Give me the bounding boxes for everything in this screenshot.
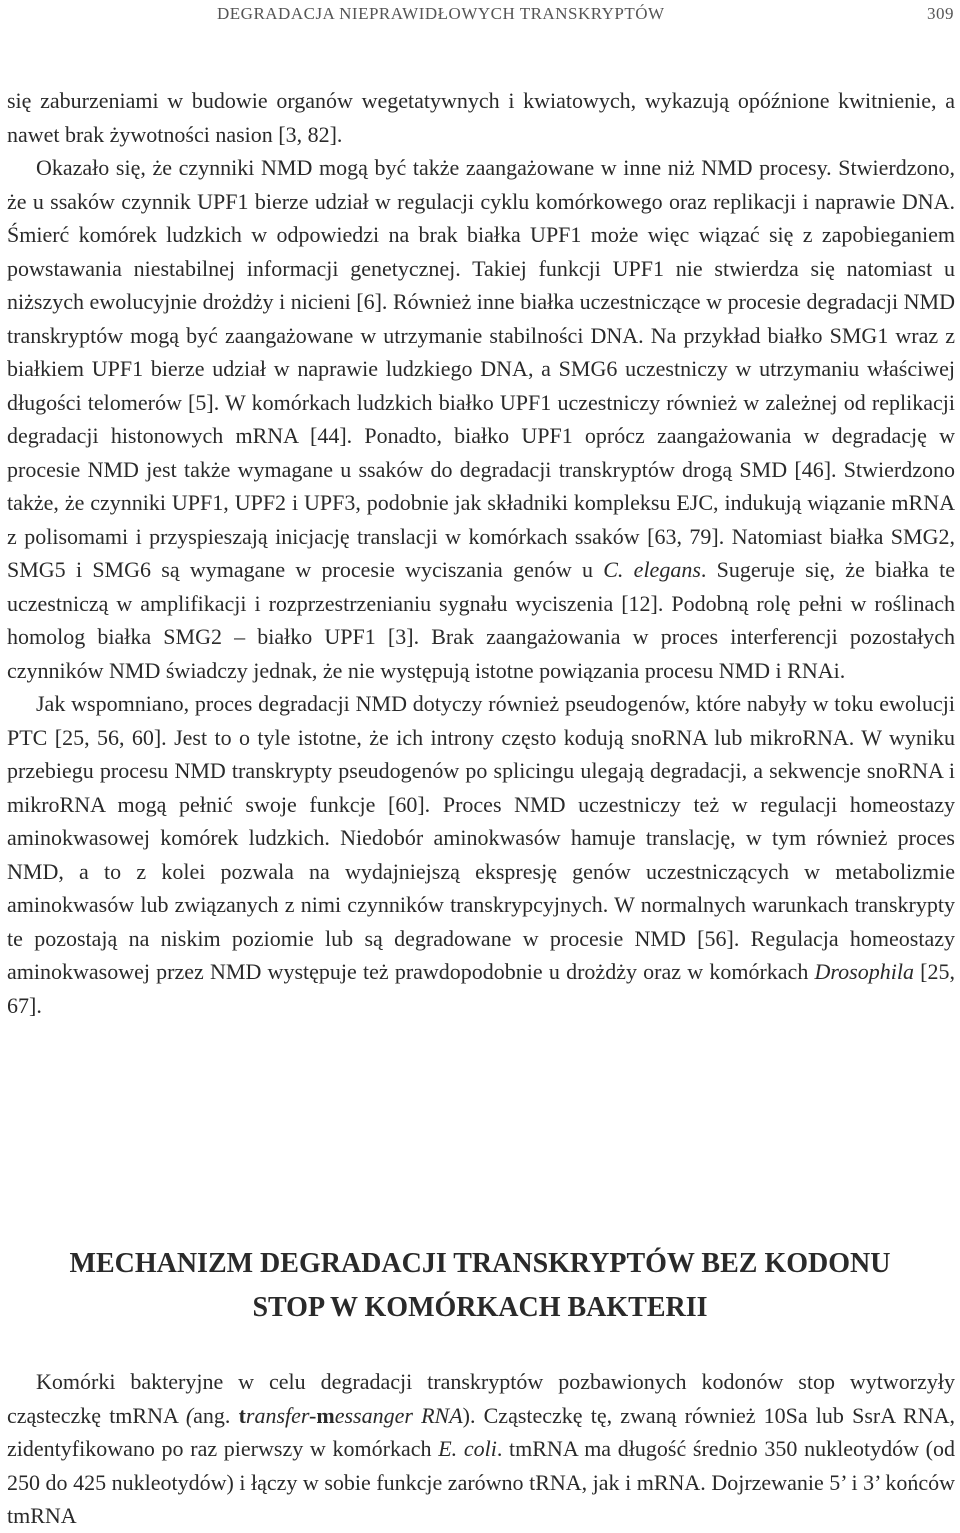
running-title: DEGRADACJA NIEPRAWIDŁOWYCH TRANSKRYPTÓW — [217, 4, 665, 23]
paragraph-text: . tmRNA ma długość średnio 350 nukleotydów (od 250 do 425 nukleotydów) i łączy w sobie funkcje zarówno tRNA, jak i mRNA. Dojrzewanie 5’ i 3’ końców tmRNA — [7, 1436, 955, 1528]
acronym-letter: t — [238, 1402, 246, 1428]
paragraph-text: Okazało się, że czynniki NMD mogą być także zaangażowane w inne niż NMD procesy. Stwierdzono, że u ssaków czynnik UPF1 bierze udział w regulacji cyklu komórkowego oraz replikacji i naprawie DNA. Śmierć komórek ludzkich w odpowiedzi na brak białka UPF1 może więc wiązać się z zapobieganiem powstawania niestabilnej informacji genetycznej. Takiej funkcji UPF1 nie stwierdza się natomiast u niższych ewolucyjnie drożdży i nicieni [6]. Również inne białka uczestniczące w procesie degradacji NMD transkryptów mogą być zaangażowane w utrzymanie stabilności DNA. Na przykład białko SMG1 wraz z białkiem UPF1 bierze udział w naprawie ludzkiego DNA, a SMG6 uczestniczy w utrzymaniu właściwej długości telomerów [5]. W komórkach ludzkich białko UPF1 uczestniczy również w zależnej od replikacji degradacji histonowych mRNA [44]. Ponadto, białko UPF1 oprócz zaangażowania w degradację w procesie NMD jest także wymagane u ssaków do degradacji transkryptów drogą SMD [46]. Stwierdzono także, że czynniki UPF1, UPF2 i UPF3, podobnie jak składniki kompleksu EJC, indukują wiązanie mRNA z polisomami i przyspieszają inicjację translacji w komórkach ssaków [63, 79]. Natomiast białka SMG2, SMG5 i SMG6 są wymagane w procesie wyciszania genów u — [7, 155, 955, 582]
term-italic: ransfer- — [245, 1402, 317, 1428]
species-name: C. elegans — [603, 557, 701, 582]
species-name: Drosophila — [814, 959, 914, 984]
section-heading-line-1: MECHANIZM DEGRADACJI TRANSKRYPTÓW BEZ KODONU — [69, 1248, 891, 1279]
paragraph-text: . Sugeruje się, że białka te uczestniczą w amplifikacji i rozprzestrzenianiu sygnału wyciszenia [12]. Podobną rolę pełni w roślinach homolog białka SMG2 – białko UPF1 [3]. Brak zaangażowania w proces interferencji pozostałych czynników NMD świadczy jednak, że nie występują istotne powiązania procesu NMD i RNAi. — [7, 557, 955, 683]
paragraph-text: [25, 67]. — [7, 959, 955, 1018]
body-text-block-1 — [7, 84, 955, 1022]
term-italic: essanger RNA — [334, 1402, 463, 1428]
acronym-letter: m — [316, 1402, 335, 1428]
paragraph-text: ). Cząsteczkę tę, zwaną również 10Sa lub SsrA RNA, zidentyfikowano po raz pierwszy w komórkach — [7, 1402, 955, 1461]
page-number: 309 — [927, 4, 954, 23]
paragraph-text: Komórki bakteryjne w celu degradacji transkryptów pozbawionych kodonów stop wytworzyły cząsteczkę tmRNA — [7, 1369, 955, 1428]
abbr-ang: ang. — [193, 1402, 239, 1428]
section-heading-line-2: STOP W KOMÓRKACH BAKTERII — [252, 1292, 708, 1323]
section-heading — [0, 1242, 960, 1330]
running-header — [0, 4, 960, 30]
paragraph-continuation: się zaburzeniami w budowie organów wegetatywnych i kwiatowych, wykazują opóźnione kwitnienie, a nawet brak żywotności nasion [3, 82]. — [7, 88, 955, 147]
body-text-block-2 — [7, 1365, 955, 1533]
paren-open: ( — [185, 1402, 194, 1428]
species-name: E. coli — [438, 1436, 497, 1461]
paragraph-text: Jak wspomniano, proces degradacji NMD dotyczy również pseudogenów, które nabyły w toku ewolucji PTC [25, 56, 60]. Jest to o tyle istotne, że ich introny często kodują snoRNA lub mikroRNA. W wyniku przebiegu procesu NMD transkrypty pseudogenów po splicingu ulegają degradacji, a sekwencje snoRNA i mikroRNA mogą pełnić swoje funkcje [60]. Proces NMD uczestniczy też w regulacji homeostazy aminokwasowej komórek ludzkich. Niedobór aminokwasów hamuje translację, w tym również proces NMD, a to z kolei pozwala na wydajniejszą ekspresję genów uczestniczących w metabolizmie aminokwasów lub związanych z nimi czynników transkrypcyjnych. W normalnych warunkach transkrypty te pozostają na niskim poziomie lub są degradowane w procesie NMD [56]. Regulacja homeostazy aminokwasowej przez NMD występuje też prawdopodobnie u drożdży oraz w komórkach — [7, 691, 955, 984]
